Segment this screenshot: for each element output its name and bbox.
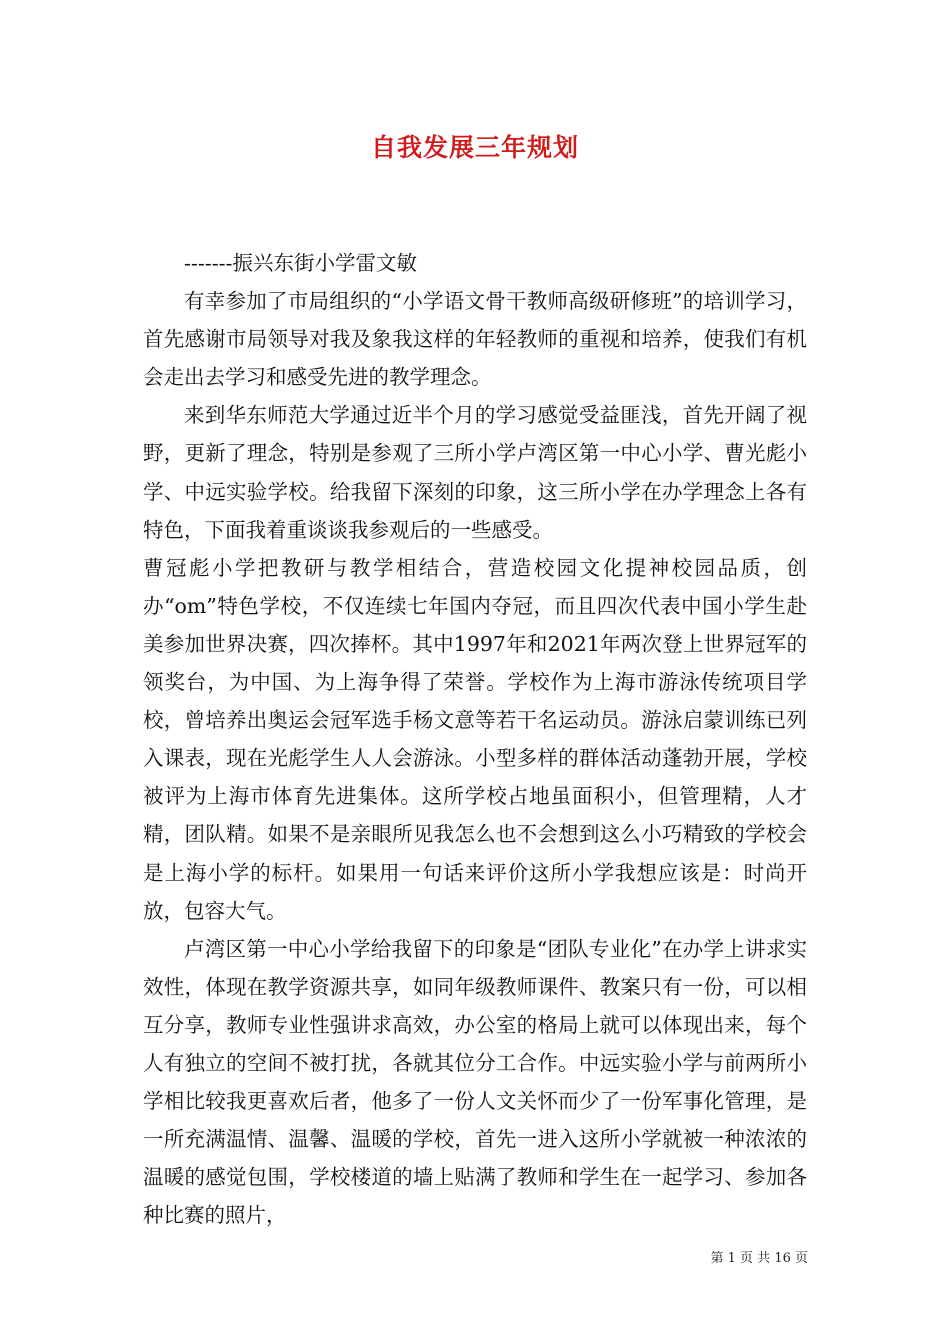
paragraph-4: 卢湾区第一中心小学给我留下的印象是“团队专业化”在办学上讲求实效性，体现在教学资源共享，如同年级教师课件、教案只有一份，可以相互分享，教师专业性强讲求高效，办公室的格局上就可以体现出来，每个人有独立的空间不被打扰，各就其位分工合作。中远实验小学与前两所小学相比较我更喜欢后者，他多了一份人文关怀而少了一份军事化管理，是一所充满温情、温馨、温暖的学校，首先一进入这所小学就被一种浓浓的温暖的感觉包围，学校楼道的墙上贴满了教师和学生在一起学习、参加各种比赛的照片， [143, 936, 807, 1228]
page-number-footer: 第 1 页 共 16 页 [710, 1251, 808, 1266]
paragraph-2: 来到华东师范大学通过近半个月的学习感觉受益匪浅，首先开阔了视野，更新了理念，特别是参观了三所小学卢湾区第一中心小学、曹光彪小学、中远实验学校。给我留下深刻的印象，这三所小学在办学理念上各有特色，下面我着重谈谈我参观后的一些感受。 [143, 403, 807, 542]
document-title: 自我发展三年规划 [370, 133, 579, 162]
author-line: -------振兴东街小学雷文敏 [184, 251, 417, 275]
paragraph-1: 有幸参加了市局组织的“小学语文骨干教师高级研修班”的培训学习，首先感谢市局领导对我及象我这样的年轻教师的重视和培养，使我们有机会走出去学习和感受先进的教学理念。 [143, 289, 807, 390]
document-body [143, 244, 807, 1234]
paragraph-3: 曹冠彪小学把教研与教学相结合，营造校园文化提神校园品质，创办“om”特色学校，不仅连续七年国内夺冠，而且四次代表中国小学生赴美参加世界决赛，四次捧杯。其中1997年和2021年两次登上世界冠军的领奖台，为中国、为上海争得了荣誉。学校作为上海市游泳传统项目学校，曾培养出奥运会冠军选手杨文意等若干名运动员。游泳启蒙训练已列入课表，现在光彪学生人人会游泳。小型多样的群体活动蓬勃开展，学校被评为上海市体育先进集体。这所学校占地虽面积小，但管理精，人才精，团队精。如果不是亲眼所见我怎么也不会想到这么小巧精致的学校会是上海小学的标杆。如果用一句话来评价这所小学我想应该是：时尚开放，包容大气。 [143, 555, 807, 923]
